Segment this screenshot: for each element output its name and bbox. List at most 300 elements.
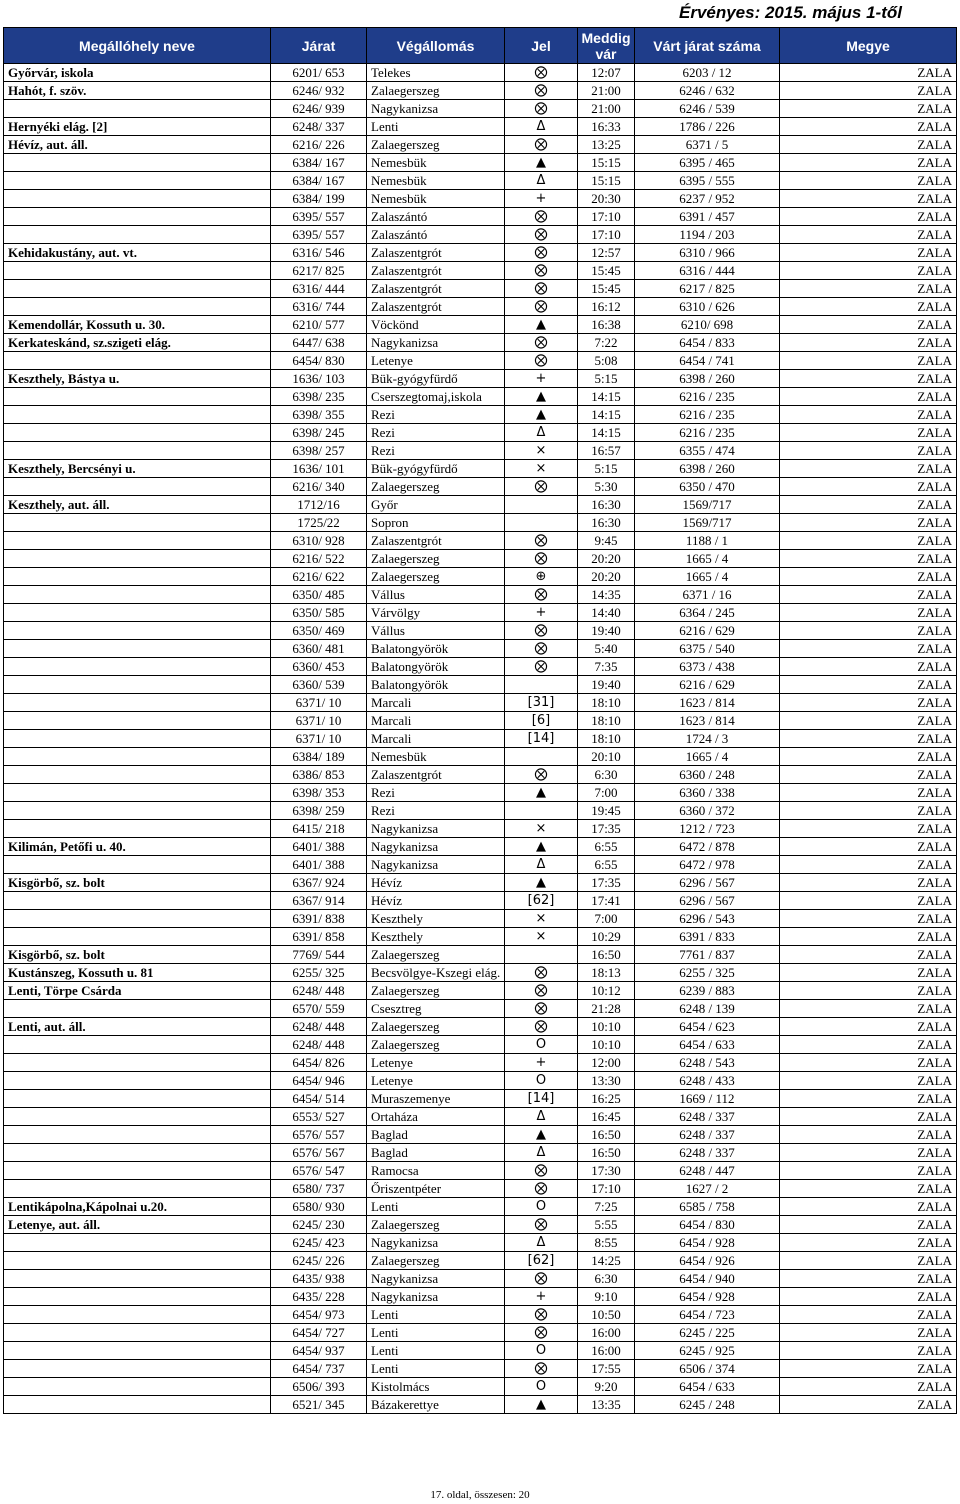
county-cell: ZALA: [780, 226, 957, 244]
table-row: [4, 1126, 957, 1144]
route-cell: 6350/ 585: [271, 604, 367, 622]
wait-until-cell: 12:07: [578, 64, 635, 82]
destination-cell: Balatongyörök: [367, 676, 505, 694]
wait-until-cell: 17:30: [578, 1162, 635, 1180]
county-cell: ZALA: [780, 352, 957, 370]
table-row: [4, 1234, 957, 1252]
wait-until-cell: 13:25: [578, 136, 635, 154]
county-cell: ZALA: [780, 154, 957, 172]
county-cell: ZALA: [780, 694, 957, 712]
sign-cell: ⨂: [505, 136, 578, 154]
wait-until-cell: 5:40: [578, 640, 635, 658]
county-cell: ZALA: [780, 1396, 957, 1414]
county-cell: ZALA: [780, 64, 957, 82]
awaited-cell: 6216 / 235: [635, 424, 780, 442]
table-row: [4, 1108, 957, 1126]
sign-cell: +: [505, 1288, 578, 1306]
stop-cell: [4, 100, 271, 118]
awaited-cell: 6454 / 633: [635, 1378, 780, 1396]
awaited-cell: 6375 / 540: [635, 640, 780, 658]
route-cell: 6350/ 469: [271, 622, 367, 640]
sign-cell: ▲: [505, 406, 578, 424]
destination-cell: Zalaszentgrót: [367, 262, 505, 280]
county-cell: ZALA: [780, 100, 957, 118]
wait-until-cell: 5:15: [578, 460, 635, 478]
stop-cell: Kilimán, Petőfi u. 40.: [4, 838, 271, 856]
county-cell: ZALA: [780, 874, 957, 892]
awaited-cell: 6239 / 883: [635, 982, 780, 1000]
wait-until-cell: 16:30: [578, 496, 635, 514]
table-row: [4, 1018, 957, 1036]
route-cell: 6216/ 622: [271, 568, 367, 586]
route-cell: 6454/ 830: [271, 352, 367, 370]
sign-cell: ⨂: [505, 1018, 578, 1036]
destination-cell: Bázakerettye: [367, 1396, 505, 1414]
county-cell: ZALA: [780, 676, 957, 694]
table-row: [4, 298, 957, 316]
county-cell: ZALA: [780, 190, 957, 208]
stop-cell: [4, 550, 271, 568]
wait-until-cell: 18:10: [578, 712, 635, 730]
county-cell: ZALA: [780, 640, 957, 658]
route-cell: 6454/ 946: [271, 1072, 367, 1090]
county-cell: ZALA: [780, 748, 957, 766]
awaited-cell: 1188 / 1: [635, 532, 780, 550]
county-cell: ZALA: [780, 424, 957, 442]
sign-cell: [62]: [505, 1252, 578, 1270]
wait-until-cell: 16:33: [578, 118, 635, 136]
wait-until-cell: 7:25: [578, 1198, 635, 1216]
county-cell: ZALA: [780, 1378, 957, 1396]
stop-cell: [4, 352, 271, 370]
stop-cell: [4, 226, 271, 244]
sign-cell: ⨂: [505, 1270, 578, 1288]
sign-cell: Δ: [505, 1144, 578, 1162]
table-row: [4, 244, 957, 262]
awaited-cell: 6203 / 12: [635, 64, 780, 82]
wait-until-cell: 10:10: [578, 1018, 635, 1036]
route-cell: 6398/ 245: [271, 424, 367, 442]
awaited-cell: 6585 / 758: [635, 1198, 780, 1216]
county-cell: ZALA: [780, 1090, 957, 1108]
county-cell: ZALA: [780, 892, 957, 910]
table-row: [4, 208, 957, 226]
county-cell: ZALA: [780, 442, 957, 460]
stop-cell: [4, 1180, 271, 1198]
wait-until-cell: 16:00: [578, 1324, 635, 1342]
wait-until-cell: 18:13: [578, 964, 635, 982]
stop-cell: [4, 1288, 271, 1306]
wait-until-cell: 9:10: [578, 1288, 635, 1306]
destination-cell: Zalaegerszeg: [367, 946, 505, 964]
route-cell: 6216/ 522: [271, 550, 367, 568]
route-cell: 6401/ 388: [271, 838, 367, 856]
sign-cell: ▲: [505, 154, 578, 172]
sign-cell: ×: [505, 460, 578, 478]
route-cell: 6576/ 567: [271, 1144, 367, 1162]
sign-cell: [505, 946, 578, 964]
stop-cell: [4, 1396, 271, 1414]
route-cell: 6316/ 744: [271, 298, 367, 316]
wait-until-cell: 16:38: [578, 316, 635, 334]
stop-cell: Kemendollár, Kossuth u. 30.: [4, 316, 271, 334]
sign-cell: ⨂: [505, 1180, 578, 1198]
table-row: [4, 532, 957, 550]
awaited-cell: 6310 / 626: [635, 298, 780, 316]
table-row: [4, 676, 957, 694]
awaited-cell: 6506 / 374: [635, 1360, 780, 1378]
header-row: [4, 28, 957, 64]
stop-cell: [4, 532, 271, 550]
destination-cell: Zalaegerszeg: [367, 550, 505, 568]
awaited-cell: 6472 / 878: [635, 838, 780, 856]
stop-cell: Lenti, aut. áll.: [4, 1018, 271, 1036]
destination-cell: Lenti: [367, 1360, 505, 1378]
sign-cell: ⨂: [505, 352, 578, 370]
wait-until-cell: 20:20: [578, 568, 635, 586]
county-cell: ZALA: [780, 208, 957, 226]
table-row: [4, 388, 957, 406]
header-stop: Megállóhely neve: [4, 28, 271, 64]
stop-cell: [4, 190, 271, 208]
sign-cell: ⨂: [505, 334, 578, 352]
route-cell: 6367/ 914: [271, 892, 367, 910]
route-cell: 6248/ 448: [271, 1036, 367, 1054]
table-row: [4, 280, 957, 298]
table-row: [4, 568, 957, 586]
sign-cell: ⨂: [505, 298, 578, 316]
awaited-cell: 6296 / 567: [635, 874, 780, 892]
wait-until-cell: 14:25: [578, 1252, 635, 1270]
destination-cell: Letenye: [367, 352, 505, 370]
table-row: [4, 874, 957, 892]
county-cell: ZALA: [780, 712, 957, 730]
route-cell: 6246/ 932: [271, 82, 367, 100]
destination-cell: Rezi: [367, 784, 505, 802]
table-row: [4, 928, 957, 946]
county-cell: ZALA: [780, 532, 957, 550]
county-cell: ZALA: [780, 1216, 957, 1234]
route-cell: 6401/ 388: [271, 856, 367, 874]
stop-cell: [4, 568, 271, 586]
table-row: [4, 748, 957, 766]
awaited-cell: 1627 / 2: [635, 1180, 780, 1198]
awaited-cell: 6296 / 543: [635, 910, 780, 928]
awaited-cell: 6216 / 235: [635, 406, 780, 424]
route-cell: 6371/ 10: [271, 694, 367, 712]
wait-until-cell: 8:55: [578, 1234, 635, 1252]
county-cell: ZALA: [780, 514, 957, 532]
county-cell: ZALA: [780, 1000, 957, 1018]
wait-until-cell: 7:00: [578, 784, 635, 802]
destination-cell: Balatongyörök: [367, 640, 505, 658]
route-cell: 6255/ 325: [271, 964, 367, 982]
county-cell: ZALA: [780, 334, 957, 352]
destination-cell: Zalaszentgrót: [367, 244, 505, 262]
table-row: [4, 460, 957, 478]
wait-until-cell: 7:00: [578, 910, 635, 928]
timetable: [3, 27, 957, 1414]
destination-cell: Ortaháza: [367, 1108, 505, 1126]
county-cell: ZALA: [780, 766, 957, 784]
awaited-cell: 6248 / 337: [635, 1108, 780, 1126]
awaited-cell: 6391 / 457: [635, 208, 780, 226]
awaited-cell: 6248 / 543: [635, 1054, 780, 1072]
destination-cell: Győr: [367, 496, 505, 514]
county-cell: ZALA: [780, 1288, 957, 1306]
sign-cell: +: [505, 1054, 578, 1072]
destination-cell: Keszthely: [367, 928, 505, 946]
route-cell: 6248/ 448: [271, 1018, 367, 1036]
wait-until-cell: 17:35: [578, 874, 635, 892]
table-row: [4, 1072, 957, 1090]
wait-until-cell: 6:30: [578, 1270, 635, 1288]
sign-cell: ⨂: [505, 586, 578, 604]
sign-cell: ⨂: [505, 964, 578, 982]
awaited-cell: 6454 / 830: [635, 1216, 780, 1234]
route-cell: 6576/ 547: [271, 1162, 367, 1180]
stop-cell: [4, 1162, 271, 1180]
sign-cell: ▲: [505, 874, 578, 892]
wait-until-cell: 6:55: [578, 838, 635, 856]
awaited-cell: 1623 / 814: [635, 712, 780, 730]
stop-cell: [4, 1000, 271, 1018]
destination-cell: Nagykanizsa: [367, 856, 505, 874]
county-cell: ZALA: [780, 910, 957, 928]
destination-cell: Bük-gyógyfürdő: [367, 370, 505, 388]
wait-until-cell: 16:50: [578, 946, 635, 964]
table-row: [4, 838, 957, 856]
awaited-cell: 1623 / 814: [635, 694, 780, 712]
route-cell: 6360/ 453: [271, 658, 367, 676]
sign-cell: ⨂: [505, 100, 578, 118]
table-row: [4, 1054, 957, 1072]
wait-until-cell: 21:00: [578, 100, 635, 118]
sign-cell: ▲: [505, 838, 578, 856]
county-cell: ZALA: [780, 730, 957, 748]
route-cell: 6398/ 353: [271, 784, 367, 802]
table-row: [4, 64, 957, 82]
table-row: [4, 136, 957, 154]
awaited-cell: 6216 / 235: [635, 388, 780, 406]
wait-until-cell: 16:30: [578, 514, 635, 532]
destination-cell: Zalaegerszeg: [367, 1018, 505, 1036]
stop-cell: [4, 604, 271, 622]
destination-cell: Zalaegerszeg: [367, 478, 505, 496]
county-cell: ZALA: [780, 298, 957, 316]
stop-cell: [4, 154, 271, 172]
wait-until-cell: 17:35: [578, 820, 635, 838]
route-cell: 6384/ 167: [271, 154, 367, 172]
route-cell: 6576/ 557: [271, 1126, 367, 1144]
county-cell: ZALA: [780, 478, 957, 496]
county-cell: ZALA: [780, 370, 957, 388]
stop-cell: Kerkateskánd, sz.szigeti elág.: [4, 334, 271, 352]
stop-cell: [4, 856, 271, 874]
destination-cell: Baglad: [367, 1126, 505, 1144]
table-row: [4, 1000, 957, 1018]
route-cell: 6371/ 10: [271, 712, 367, 730]
wait-until-cell: 15:45: [578, 262, 635, 280]
route-cell: 6454/ 514: [271, 1090, 367, 1108]
sign-cell: ⨂: [505, 478, 578, 496]
county-cell: ZALA: [780, 244, 957, 262]
stop-cell: [4, 658, 271, 676]
table-row: [4, 442, 957, 460]
wait-until-cell: 16:57: [578, 442, 635, 460]
sign-cell: ⨂: [505, 982, 578, 1000]
destination-cell: Rezi: [367, 406, 505, 424]
awaited-cell: 6248 / 447: [635, 1162, 780, 1180]
destination-cell: Nagykanizsa: [367, 1234, 505, 1252]
table-row: [4, 190, 957, 208]
table-row: [4, 1252, 957, 1270]
stop-cell: [4, 208, 271, 226]
awaited-cell: 6248 / 139: [635, 1000, 780, 1018]
awaited-cell: 1665 / 4: [635, 748, 780, 766]
county-cell: ZALA: [780, 1342, 957, 1360]
sign-cell: ⨂: [505, 550, 578, 568]
wait-until-cell: 19:40: [578, 676, 635, 694]
wait-until-cell: 21:00: [578, 82, 635, 100]
awaited-cell: 6246 / 539: [635, 100, 780, 118]
destination-cell: Muraszemenye: [367, 1090, 505, 1108]
sign-cell: [14]: [505, 730, 578, 748]
county-cell: ZALA: [780, 1144, 957, 1162]
route-cell: 6398/ 257: [271, 442, 367, 460]
awaited-cell: 6310 / 966: [635, 244, 780, 262]
destination-cell: Lenti: [367, 118, 505, 136]
destination-cell: Nagykanizsa: [367, 1288, 505, 1306]
stop-cell: [4, 748, 271, 766]
destination-cell: Nemesbük: [367, 154, 505, 172]
awaited-cell: 6360 / 338: [635, 784, 780, 802]
wait-until-cell: 14:35: [578, 586, 635, 604]
awaited-cell: 1212 / 723: [635, 820, 780, 838]
county-cell: ZALA: [780, 550, 957, 568]
sign-cell: ⨂: [505, 64, 578, 82]
stop-cell: [4, 694, 271, 712]
wait-until-cell: 7:35: [578, 658, 635, 676]
awaited-cell: 1786 / 226: [635, 118, 780, 136]
stop-cell: [4, 1126, 271, 1144]
destination-cell: Hévíz: [367, 892, 505, 910]
destination-cell: Ramocsa: [367, 1162, 505, 1180]
route-cell: 6316/ 546: [271, 244, 367, 262]
awaited-cell: 6398 / 260: [635, 370, 780, 388]
wait-until-cell: 12:57: [578, 244, 635, 262]
county-cell: ZALA: [780, 388, 957, 406]
route-cell: 6435/ 228: [271, 1288, 367, 1306]
table-row: [4, 1090, 957, 1108]
destination-cell: Lenti: [367, 1198, 505, 1216]
sign-cell: [6]: [505, 712, 578, 730]
destination-cell: Zalaszentgrót: [367, 280, 505, 298]
awaited-cell: 6246 / 632: [635, 82, 780, 100]
destination-cell: Zalaegerszeg: [367, 1036, 505, 1054]
destination-cell: Telekes: [367, 64, 505, 82]
sign-cell: ⨂: [505, 262, 578, 280]
destination-cell: Nagykanizsa: [367, 334, 505, 352]
destination-cell: Balatongyörök: [367, 658, 505, 676]
route-cell: 1725/22: [271, 514, 367, 532]
sign-cell: ⨂: [505, 766, 578, 784]
sign-cell: ⨂: [505, 1306, 578, 1324]
sign-cell: ⨂: [505, 658, 578, 676]
stop-cell: [4, 172, 271, 190]
table-row: [4, 118, 957, 136]
wait-until-cell: 14:15: [578, 388, 635, 406]
county-cell: ZALA: [780, 1270, 957, 1288]
stop-cell: [4, 424, 271, 442]
wait-until-cell: 15:15: [578, 154, 635, 172]
stop-cell: Hernyéki elág. [2]: [4, 118, 271, 136]
route-cell: 6360/ 481: [271, 640, 367, 658]
sign-cell: +: [505, 370, 578, 388]
awaited-cell: 1665 / 4: [635, 568, 780, 586]
awaited-cell: 6371 / 16: [635, 586, 780, 604]
table-row: [4, 856, 957, 874]
sign-cell: O: [505, 1072, 578, 1090]
county-cell: ZALA: [780, 1324, 957, 1342]
destination-cell: Marcali: [367, 712, 505, 730]
sign-cell: Δ: [505, 424, 578, 442]
awaited-cell: 6364 / 245: [635, 604, 780, 622]
table-row: [4, 1396, 957, 1414]
wait-until-cell: 12:00: [578, 1054, 635, 1072]
route-cell: 6248/ 448: [271, 982, 367, 1000]
route-cell: 6216/ 226: [271, 136, 367, 154]
destination-cell: Lenti: [367, 1342, 505, 1360]
county-cell: ZALA: [780, 1036, 957, 1054]
stop-cell: [4, 514, 271, 532]
sign-cell: O: [505, 1036, 578, 1054]
route-cell: 6454/ 937: [271, 1342, 367, 1360]
county-cell: ZALA: [780, 496, 957, 514]
stop-cell: [4, 388, 271, 406]
awaited-cell: 6245 / 925: [635, 1342, 780, 1360]
header-awaited: Várt járat száma: [635, 28, 780, 64]
awaited-cell: 1569/717: [635, 496, 780, 514]
county-cell: ZALA: [780, 586, 957, 604]
destination-cell: Keszthely: [367, 910, 505, 928]
validity-date: Érvényes: 2015. május 1-től: [678, 3, 902, 22]
wait-until-cell: 18:10: [578, 730, 635, 748]
awaited-cell: 1194 / 203: [635, 226, 780, 244]
stop-cell: Keszthely, aut. áll.: [4, 496, 271, 514]
route-cell: 6248/ 337: [271, 118, 367, 136]
route-cell: 6415/ 218: [271, 820, 367, 838]
stop-cell: [4, 1324, 271, 1342]
stop-cell: [4, 478, 271, 496]
stop-cell: [4, 1360, 271, 1378]
table-row: [4, 334, 957, 352]
county-cell: ZALA: [780, 406, 957, 424]
table-row: [4, 964, 957, 982]
destination-cell: Lenti: [367, 1306, 505, 1324]
stop-cell: Keszthely, Bástya u.: [4, 370, 271, 388]
header-county: Megye: [780, 28, 957, 64]
stop-cell: [4, 586, 271, 604]
destination-cell: Rezi: [367, 424, 505, 442]
table-row: [4, 406, 957, 424]
sign-cell: ▲: [505, 784, 578, 802]
sign-cell: [505, 514, 578, 532]
table-row: [4, 550, 957, 568]
table-row: [4, 820, 957, 838]
table-row: [4, 262, 957, 280]
route-cell: 6246/ 939: [271, 100, 367, 118]
